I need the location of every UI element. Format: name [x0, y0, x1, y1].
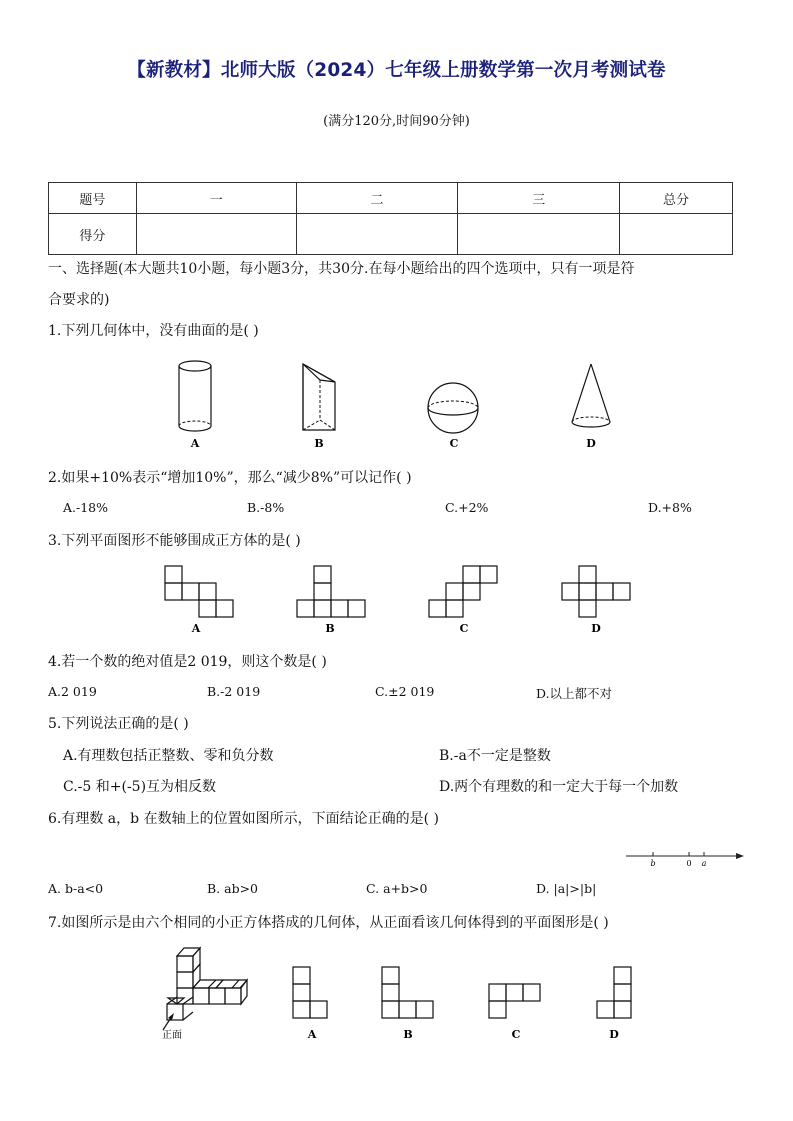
option-d[interactable]: D.以上都不对	[536, 686, 613, 701]
q1-figures	[150, 352, 650, 452]
option-a[interactable]: A. b-a<0	[48, 881, 104, 896]
score-table	[48, 182, 733, 255]
option-a[interactable]: A.-18%	[63, 500, 109, 515]
score-table-header-row	[49, 183, 733, 214]
figure-label: B	[403, 1028, 413, 1041]
figure-label: C	[511, 1028, 521, 1041]
score-cell[interactable]	[136, 214, 296, 255]
section-heading-cont: 合要求的)	[48, 292, 110, 308]
option-c[interactable]: C.±2 019	[375, 684, 435, 699]
section-heading: 一、选择题(本大题共10小题，每小题3分，共30分.在每小题给出的四个选项中，只有一项是符	[48, 261, 635, 277]
view-c-figure	[489, 984, 540, 1018]
net-d-figure	[562, 566, 630, 617]
figure-label: D	[586, 437, 596, 450]
header-cell: 一	[136, 183, 296, 214]
option-a[interactable]: A.有理数包括正整数、零和负分数	[63, 748, 274, 764]
view-b-figure	[382, 967, 433, 1018]
option-b[interactable]: B.-a不一定是整数	[439, 748, 551, 764]
figure-label: A	[191, 622, 201, 635]
question-4-stem: 4.若一个数的绝对值是2 019，则这个数是( )	[48, 654, 327, 670]
score-cell[interactable]	[458, 214, 620, 255]
score-table-score-row	[49, 214, 733, 255]
option-d[interactable]: D. |a|>|b|	[536, 881, 597, 896]
option-b[interactable]: B. ab>0	[207, 881, 259, 896]
sphere-figure	[428, 383, 478, 433]
option-c[interactable]: C.-5 和+(-5)互为相反数	[63, 779, 217, 795]
header-cell: 三	[458, 183, 620, 214]
figure-label: B	[325, 622, 335, 635]
header-cell: 题号	[49, 183, 137, 214]
option-b[interactable]: B.-2 019	[207, 684, 261, 699]
view-a-figure	[293, 967, 327, 1018]
net-a-figure	[165, 566, 233, 617]
header-cell: 总分	[620, 183, 733, 214]
question-2-stem: 2.如果+10%表示“增加10%”，那么“减少8%”可以记作( )	[48, 470, 412, 486]
net-c-figure	[429, 566, 497, 617]
axis-label-a: a	[701, 859, 707, 868]
cone-figure	[572, 364, 610, 427]
number-line-figure	[620, 848, 750, 870]
cylinder-figure	[179, 361, 211, 431]
option-a[interactable]: A.2 019	[48, 684, 97, 699]
question-1-stem: 1.下列几何体中，没有曲面的是( )	[48, 323, 259, 339]
net-b-figure	[297, 566, 365, 617]
q3-nets	[150, 560, 650, 638]
question-7-stem: 7.如图所示是由六个相同的小正方体搭成的几何体，从正面看该几何体得到的平面图形是( )	[48, 915, 609, 931]
row-label: 得分	[49, 214, 137, 255]
figure-label: C	[459, 622, 469, 635]
triangular-prism-figure	[303, 364, 335, 430]
figure-label: A	[190, 437, 200, 450]
figure-label: D	[609, 1028, 619, 1041]
exam-info: (满分120分,时间90分钟)	[323, 114, 470, 129]
option-c[interactable]: C. a+b>0	[366, 881, 428, 896]
cube-stack-figure	[163, 948, 247, 1030]
score-cell[interactable]	[296, 214, 458, 255]
option-c[interactable]: C.+2%	[445, 500, 489, 515]
front-view-label: 正面	[162, 1030, 182, 1041]
figure-label: B	[314, 437, 324, 450]
figure-label: D	[591, 622, 601, 635]
header-cell: 二	[296, 183, 458, 214]
figure-label: C	[449, 437, 459, 450]
score-cell[interactable]	[620, 214, 733, 255]
question-5-stem: 5.下列说法正确的是( )	[48, 716, 189, 732]
figure-label: A	[307, 1028, 317, 1041]
option-b[interactable]: B.-8%	[247, 500, 285, 515]
option-d[interactable]: D.两个有理数的和一定大于每一个加数	[439, 779, 679, 795]
page-title: 【新教材】北师大版（2024）七年级上册数学第一次月考测试卷	[127, 60, 666, 81]
q7-figures	[150, 940, 650, 1044]
option-d[interactable]: D.+8%	[648, 500, 692, 515]
axis-label-zero: 0	[686, 859, 692, 868]
axis-label-b: b	[650, 859, 656, 868]
view-d-figure	[597, 967, 631, 1018]
question-6-stem: 6.有理数 a，b 在数轴上的位置如图所示，下面结论正确的是( )	[48, 811, 439, 827]
question-3-stem: 3.下列平面图形不能够围成正方体的是( )	[48, 533, 301, 549]
